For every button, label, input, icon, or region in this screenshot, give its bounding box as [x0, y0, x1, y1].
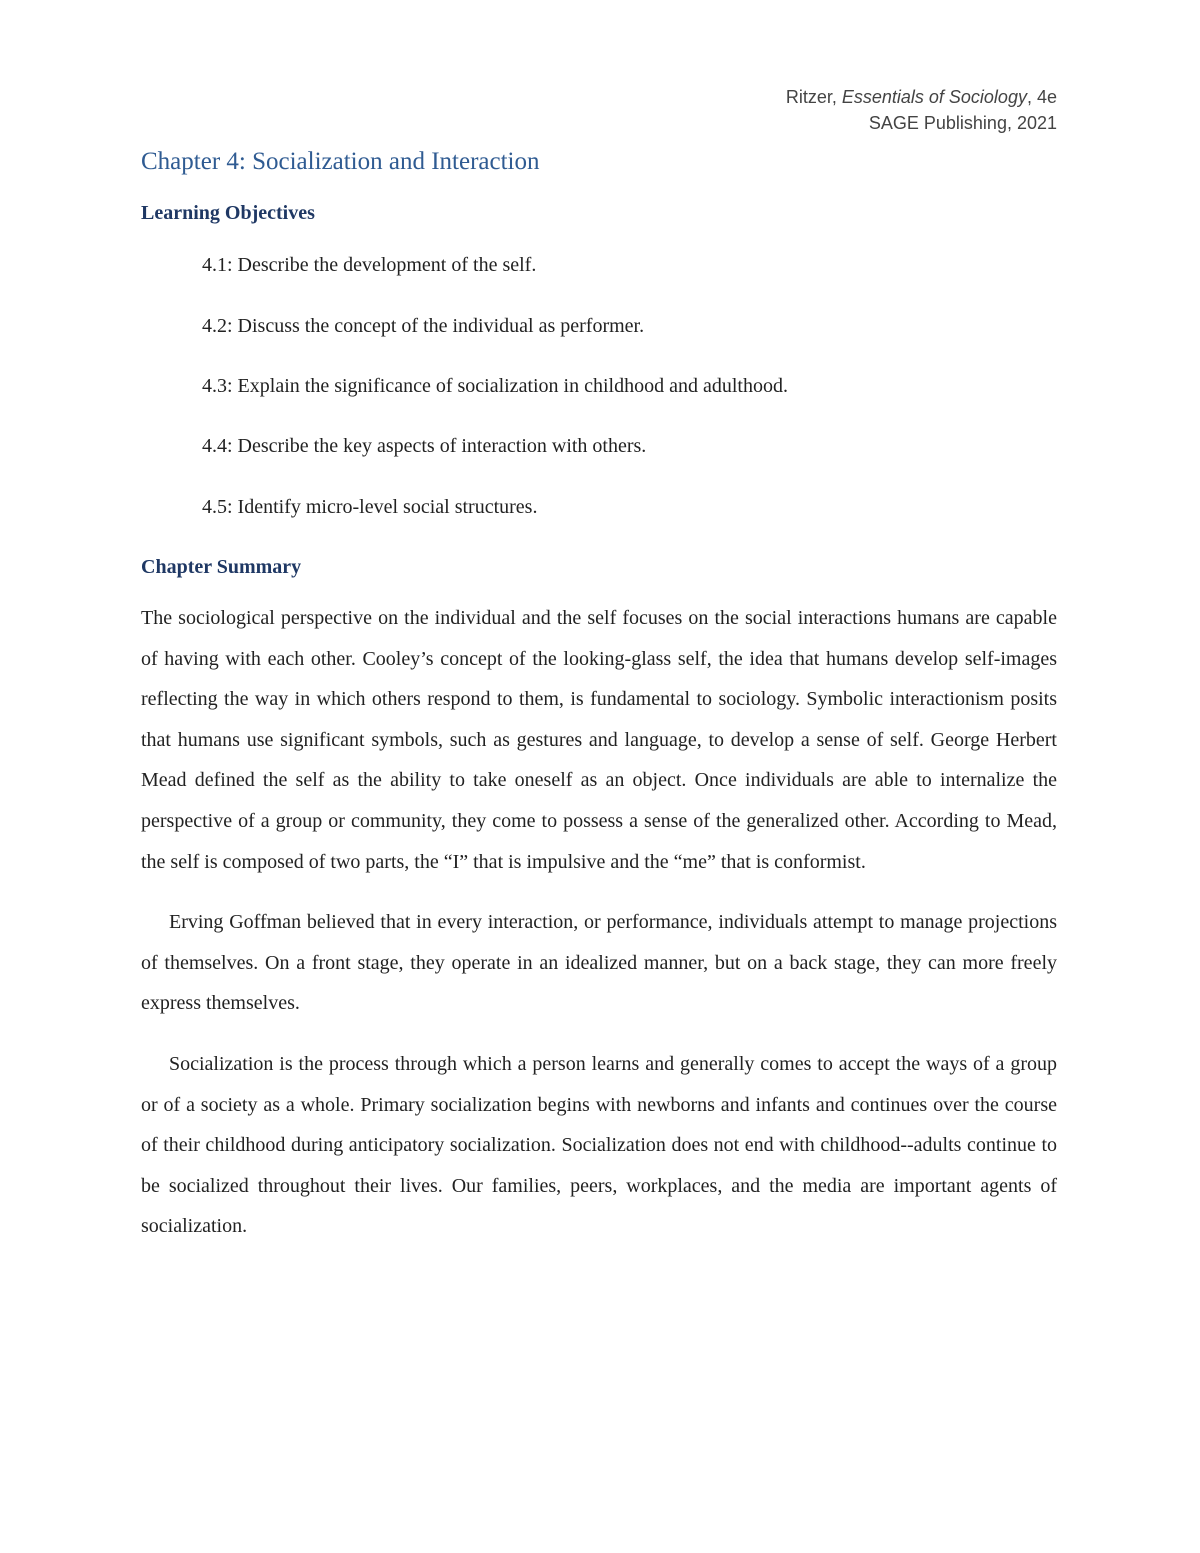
header-edition: , 4e [1026, 87, 1057, 107]
running-header-publisher: SAGE Publishing, 2021 [868, 113, 1057, 133]
learning-objectives-heading: Learning Objectives [141, 202, 315, 224]
header-book-title: Essentials of Sociology [841, 87, 1027, 107]
header-author: Ritzer, [785, 87, 842, 107]
summary-paragraph: Erving Goffman believed that in every interaction, or performance, individuals attempt to manage projections of themselves. On a front stage, they operate in an idealized manner, but on a back stage, they can more freely express themselves. [141, 911, 1057, 1015]
objective-item: 4.2: Discuss the concept of the individual as performer. [202, 315, 645, 337]
objective-item: 4.4: Describe the key aspects of interaction with others. [202, 435, 647, 457]
running-header-citation [786, 84, 1057, 110]
summary-paragraph: The sociological perspective on the individual and the self focuses on the social interactions humans are capable of having with each other. Cooley’s concept of the looking-glass self, the idea that humans develop self-images reflecting the way in which others respond to them, is fundamental to sociology. Symbolic interactionism posits that humans use significant symbols, such as gestures and language, to develop a sense of self. George Herbert Mead defined the self as the ability to take oneself as an object. Once individuals are able to internalize the perspective of a group or community, they come to possess a sense of the generalized other. According to Mead, the self is composed of two parts, the “I” that is impulsive and the “me” that is conformist. [141, 607, 1057, 873]
objective-item: 4.5: Identify micro-level social structures. [202, 496, 538, 518]
chapter-title: Chapter 4: Socialization and Interaction [141, 148, 540, 175]
chapter-summary-body [141, 598, 1057, 1267]
chapter-summary-heading: Chapter Summary [141, 556, 302, 578]
objective-item: 4.3: Explain the significance of socialization in childhood and adulthood. [202, 375, 788, 397]
summary-paragraph: Socialization is the process through which a person learns and generally comes to accept the ways of a group or of a society as a whole. Primary socialization begins with newborns and infants and continues over the course of their childhood during anticipatory socialization. Socialization does not end with childhood--adults continue to be socialized throughout their lives. Our families, peers, workplaces, and the media are important agents of socialization. [141, 1052, 1057, 1238]
objective-item: 4.1: Describe the development of the self. [202, 254, 537, 276]
